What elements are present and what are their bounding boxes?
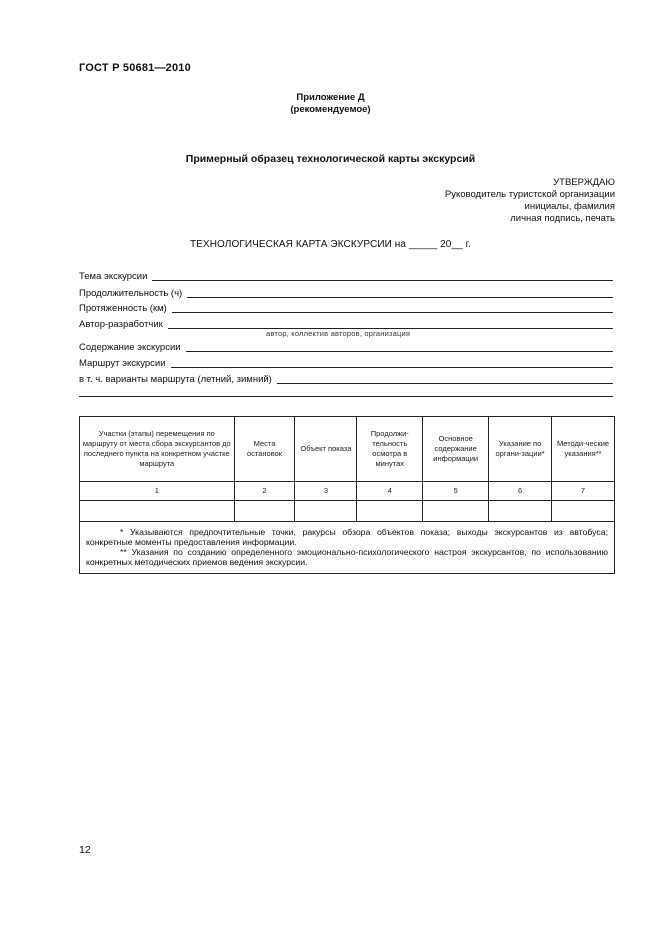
field-topic-line: [152, 280, 613, 281]
table-cell: [423, 501, 489, 522]
table-cell: [489, 501, 552, 522]
approval-name: инициалы, фамилия: [524, 201, 615, 212]
table-cell: [80, 501, 235, 522]
footnote-methods: ** Указания по созданию определенного эмоционально-психологического настроя экскурсантов, по использованию конкретных методических приемов ведения экскурсии.: [86, 547, 608, 567]
table-notes: [80, 522, 615, 574]
appendix-label: Приложение Д: [296, 92, 365, 103]
field-author-label: Автор-разработчик: [79, 319, 163, 330]
column-number: 2: [234, 482, 295, 501]
table-cell: [234, 501, 295, 522]
column-number: 7: [552, 482, 615, 501]
field-duration: [79, 286, 613, 299]
footnote-organization: * Указываются предпочтительные точки, ракурсы обзора объектов показа; выходы экскурсантов из автобуса; конкретные моменты предоставления информации.: [86, 527, 608, 547]
field-variants: [79, 372, 613, 385]
extra-rule: [79, 396, 613, 397]
table-cell: [357, 501, 423, 522]
field-content-label: Содержание экскурсии: [79, 342, 181, 353]
field-author-hint: автор, коллектив авторов, организация: [266, 329, 411, 338]
card-title: ТЕХНОЛОГИЧЕСКАЯ КАРТА ЭКСКУРСИИ на _____ 20__ г.: [189, 239, 472, 250]
field-content: [79, 340, 613, 353]
field-variants-line: [277, 383, 613, 384]
standard-code: ГОСТ Р 50681—2010: [79, 62, 191, 74]
table-empty-row: [80, 501, 615, 522]
header-object: Объект показа: [295, 417, 357, 482]
header-duration: Продолжи-тельность осмотра в минутах: [357, 417, 423, 482]
field-length-label: Протяженность (км): [79, 303, 167, 314]
field-route: [79, 356, 613, 369]
field-route-label: Маршрут экскурсии: [79, 358, 166, 369]
field-duration-line: [187, 297, 613, 298]
header-segments: Участки (этапы) перемещения по маршруту от места сбора экскурсантов до последнего пункта на конкретном участке маршрута: [80, 417, 235, 482]
column-number: 3: [295, 482, 357, 501]
column-number: 1: [80, 482, 235, 501]
column-number: 6: [489, 482, 552, 501]
field-route-line: [171, 367, 613, 368]
header-content: Основное содержание информации: [423, 417, 489, 482]
table-number-row: [80, 482, 615, 501]
approval-heading: УТВЕРЖДАЮ: [553, 177, 615, 188]
column-number: 4: [357, 482, 423, 501]
route-table: [79, 416, 615, 574]
approval-signature: личная подпись, печать: [510, 213, 615, 224]
field-length-line: [172, 312, 613, 313]
appendix-status: (рекомендуемое): [290, 104, 371, 115]
page-number: 12: [79, 844, 91, 856]
table-cell: [295, 501, 357, 522]
approval-position: Руководитель туристской организации: [444, 189, 615, 200]
header-organization: Указание по органи-зации*: [489, 417, 552, 482]
table-notes-row: [80, 522, 615, 574]
header-stops: Места остановок: [234, 417, 295, 482]
field-variants-label: в т. ч. варианты маршрута (летний, зимний): [79, 374, 272, 385]
field-topic-label: Тема экскурсии: [79, 271, 148, 282]
document-title: Примерный образец технологической карты экскурсий: [185, 153, 476, 165]
field-duration-label: Продолжительность (ч): [79, 288, 183, 299]
field-topic: [79, 269, 613, 282]
field-content-line: [186, 351, 613, 352]
column-number: 5: [423, 482, 489, 501]
table-header-row: [80, 417, 615, 482]
table-cell: [552, 501, 615, 522]
field-length: [79, 301, 613, 314]
header-methods: Методи-ческие указания**: [552, 417, 615, 482]
